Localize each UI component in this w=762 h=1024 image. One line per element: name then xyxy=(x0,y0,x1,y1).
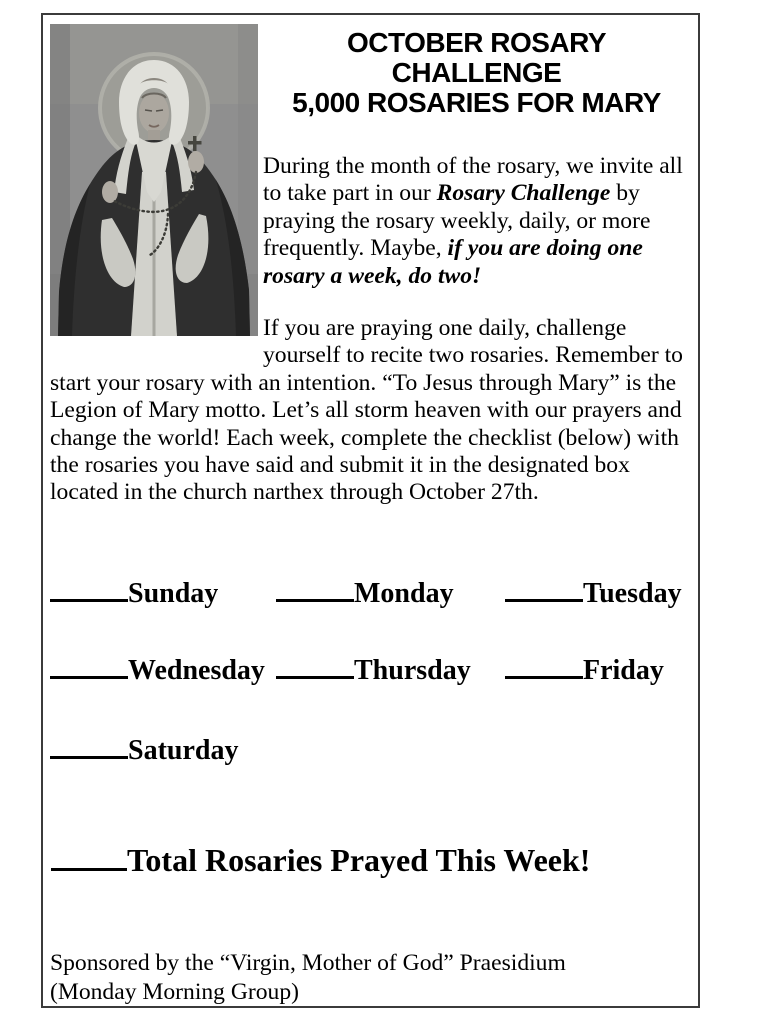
blank-line-total xyxy=(51,868,127,871)
day-label-friday: Friday xyxy=(583,655,664,686)
day-label-monday: Monday xyxy=(354,578,454,609)
sponsor-line-1: Sponsored by the “Virgin, Mother of God” Praesidium xyxy=(50,950,566,976)
total-row xyxy=(51,841,590,879)
virgin-mary-rosary-illustration xyxy=(50,24,258,336)
blank-line-thursday xyxy=(276,676,354,679)
checklist-row-1 xyxy=(50,577,690,619)
day-label-saturday: Saturday xyxy=(128,735,239,766)
checklist-item-sunday xyxy=(50,577,218,611)
blank-line-tuesday xyxy=(505,599,583,602)
blank-line-monday xyxy=(276,599,354,602)
intro-text-1: During the month of the rosary, we invite all to take part in our xyxy=(263,153,683,207)
checklist-row-2 xyxy=(50,654,690,696)
sponsor-line-2: (Monday Morning Group) xyxy=(50,978,300,1005)
checklist-item-monday xyxy=(276,577,454,611)
flyer-page xyxy=(41,13,700,1008)
title-line-1: OCTOBER ROSARY CHALLENGE xyxy=(346,27,607,88)
virgin-mary-image xyxy=(50,24,258,336)
checklist-item-saturday xyxy=(50,734,238,768)
details-paragraph: If you are praying one daily, challenge yourself to recite two rosaries. Remember to start your rosary with an intention. “To Jesus through Mary” is the Legion of Mary motto. Let’s all storm heaven with our prayers and change the world! Each week, complete the checklist (below) with the rosaries you have said and submit it in the designated box located in the church narthex through October 27th. xyxy=(50,315,683,506)
checklist-item-wednesday xyxy=(50,654,265,688)
do-two-emphasis: if you are doing one rosary a week, do two! xyxy=(263,235,643,289)
blank-line-friday xyxy=(505,676,583,679)
rosary-challenge-emphasis: Rosary Challenge xyxy=(436,180,611,207)
total-label: Total Rosaries Prayed This Week! xyxy=(127,842,591,878)
blank-line-sunday xyxy=(50,599,128,602)
checklist-row-3 xyxy=(50,734,690,776)
title-line-2: 5,000 ROSARIES FOR MARY xyxy=(292,87,661,118)
sponsor-note xyxy=(50,949,566,1006)
blank-line-wednesday xyxy=(50,676,128,679)
day-label-thursday: Thursday xyxy=(354,655,471,686)
day-label-tuesday: Tuesday xyxy=(583,578,682,609)
day-label-sunday: Sunday xyxy=(128,578,219,609)
checklist-item-friday xyxy=(505,654,664,688)
checklist-item-tuesday xyxy=(505,577,682,611)
checklist-item-thursday xyxy=(276,654,471,688)
day-label-wednesday: Wednesday xyxy=(128,655,265,686)
intro-text-2: by praying the rosary weekly, daily, or more frequently. Maybe, xyxy=(263,180,651,262)
blank-line-saturday xyxy=(50,756,128,759)
